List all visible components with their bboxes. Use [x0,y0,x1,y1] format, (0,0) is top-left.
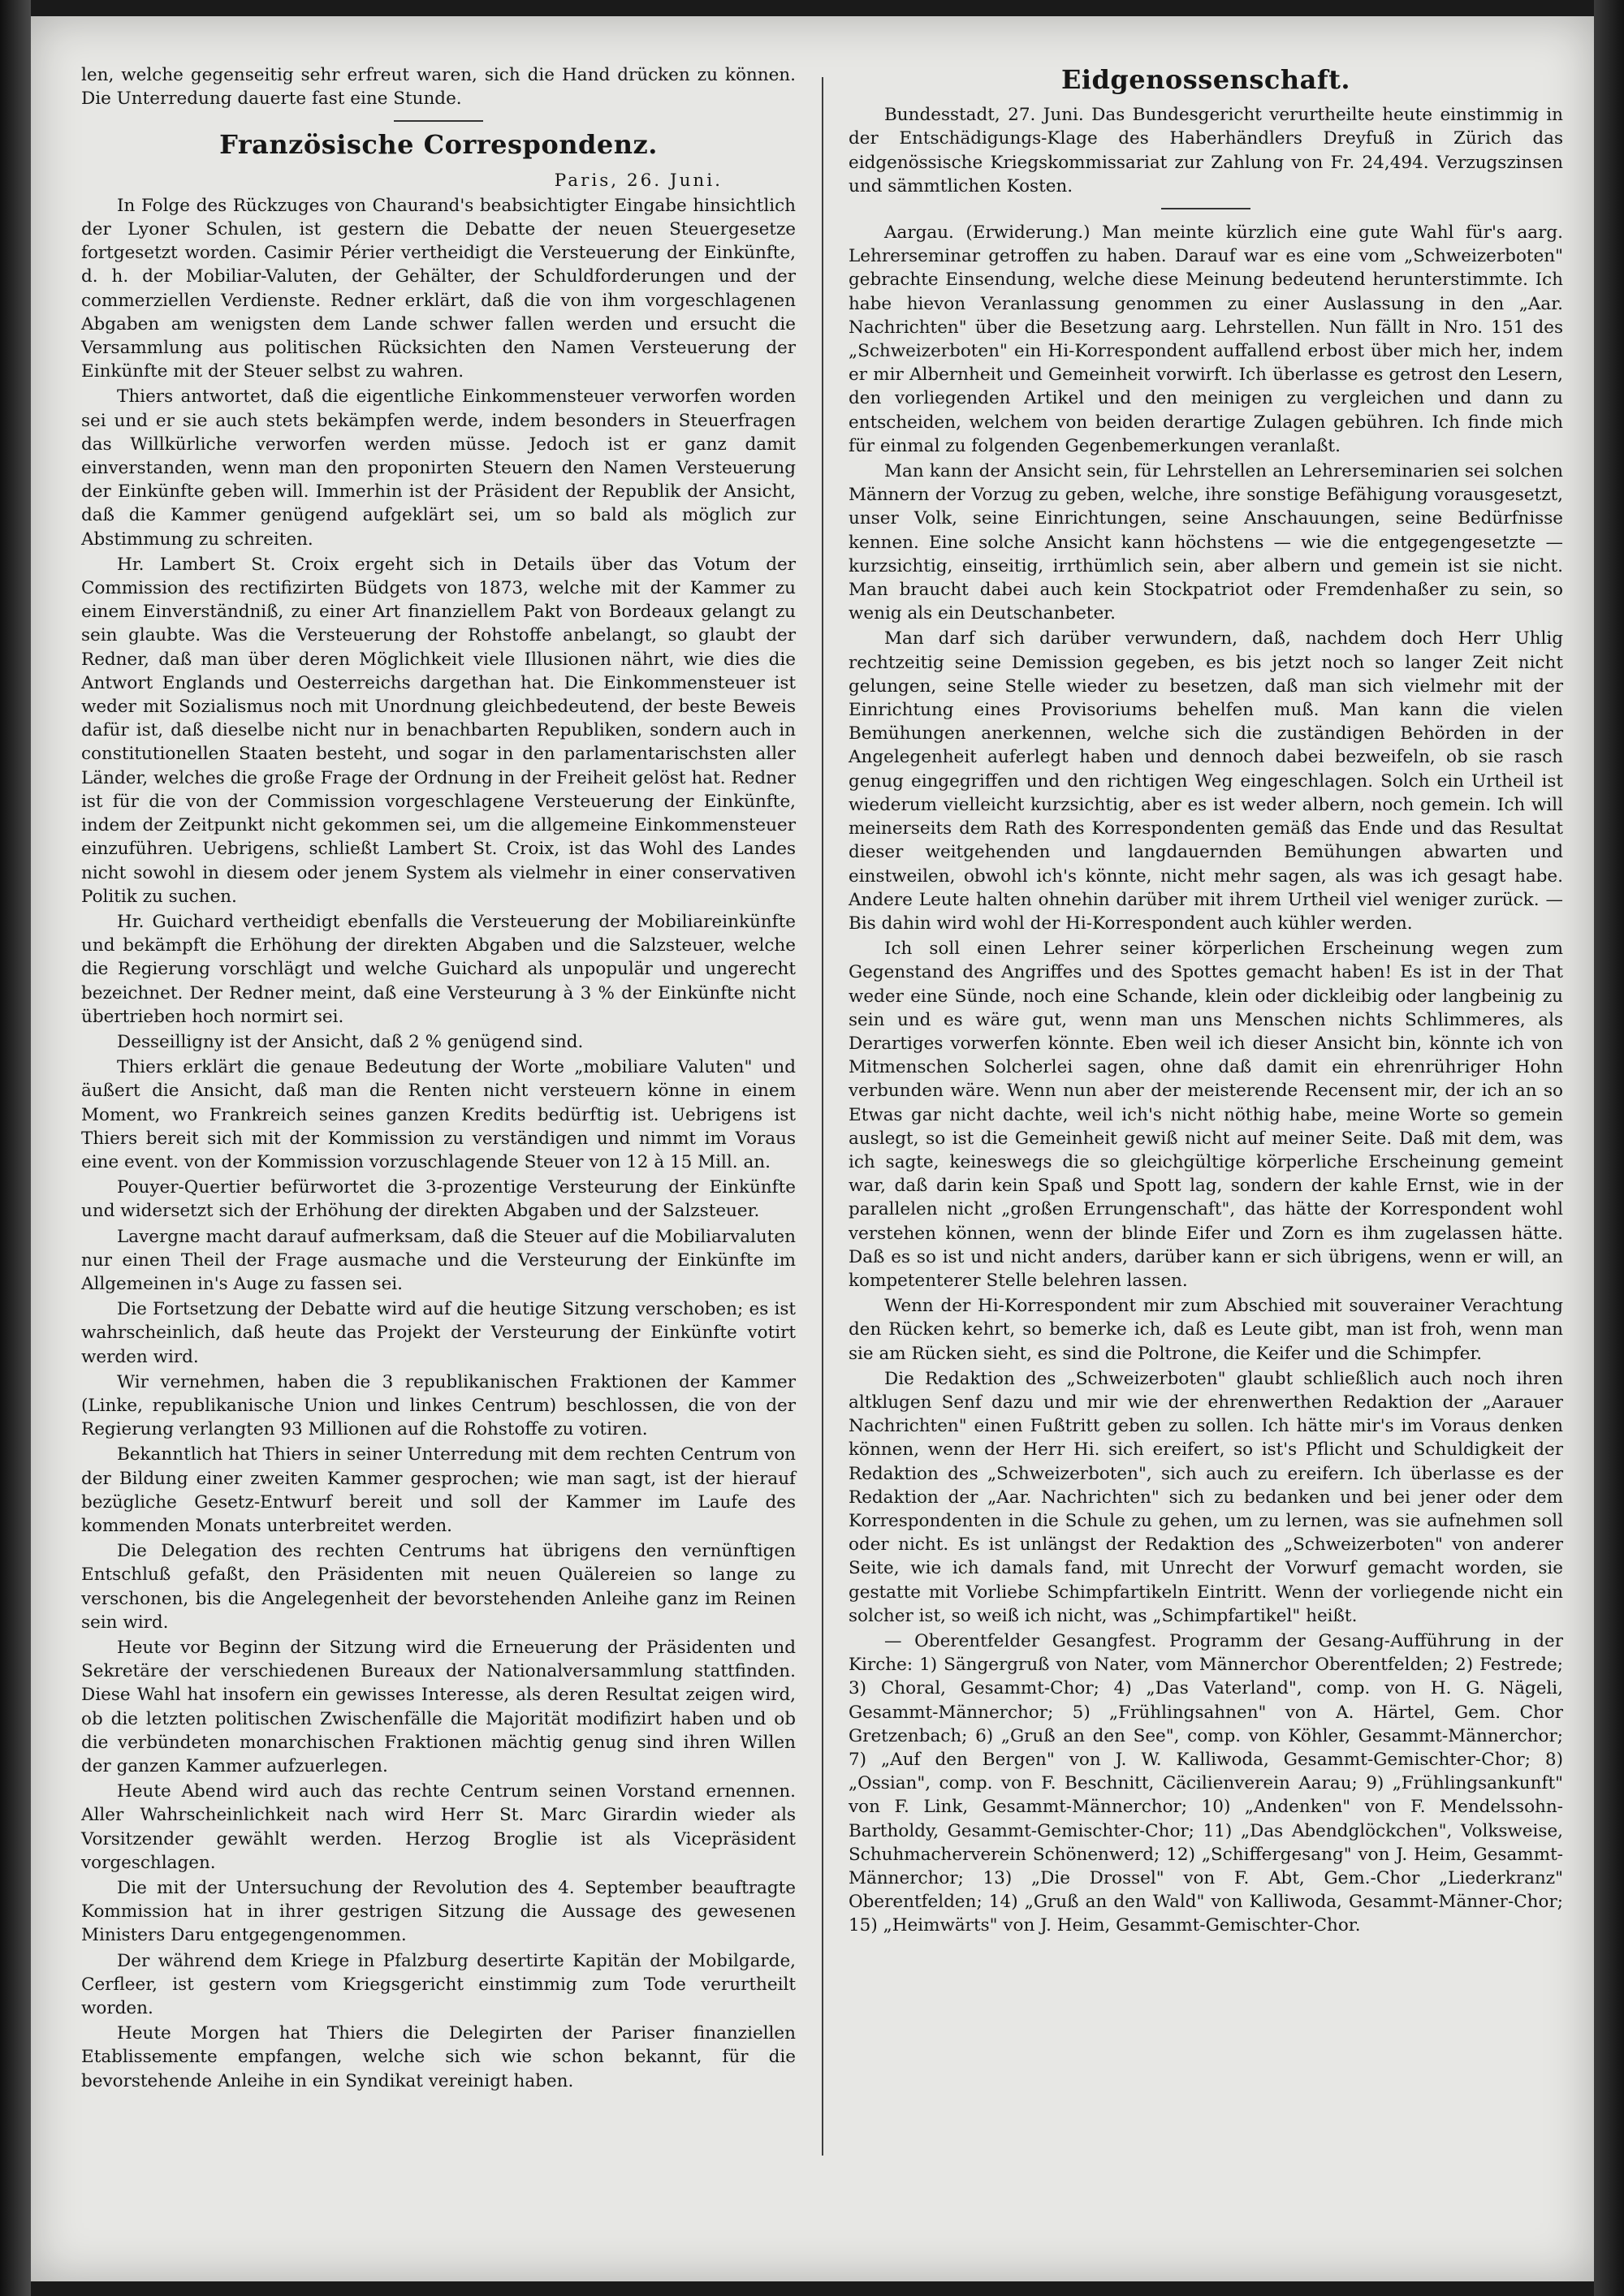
scan-edge-right [1594,0,1624,2296]
article-paragraph: In Folge des Rückzuges von Chaurand's beabsichtigter Eingabe hinsichtlich der Lyoner Schulen, ist gestern die Debatte der neuen Steuergesetze fortgesetzt worden. Casimir Périer vertheidigt die Versteuerung der Einkünfte, d. h. der Mobiliar-Valuten, der Gehälter, der Schuldforderungen und der commerziellen Verdienste. Redner erklärt, daß die von ihm vorgeschlagenen Abgaben am wenigsten dem Lande schwer fallen werden und ersucht die Versammlung aus politischen Rücksichten den Namen Versteuerung der Einkünfte mit der Steuer selbst zu wahren. [81,195,796,382]
left-column [81,63,796,2095]
article-paragraph: Wir vernehmen, haben die 3 republikanischen Fraktionen der Kammer (Linke, republikanische Union und linkes Centrum) beschlossen, die von der Regierung verlangten 93 Millionen auf die Rohstoffe zu votiren. [81,1371,796,1440]
article-paragraph: Aargau. (Erwiderung.) Man meinte kürzlich eine gute Wahl für's aarg. Lehrerseminar getroffen zu haben. Darauf war es eine vom „Schweizerboten" gebrachte Einsendung, welche diese Meinung bedeutend herunterstimmte. Ich habe hievon Veranlassung genommen zu einer Auslassung in den „Aar. Nachrichten" über die Besetzung aarg. Lehrstellen. Nun fällt in Nro. 151 des „Schweizerboten" ein Hi-Korrespondent auffallend erbost über mich her, indem er mir Albernheit und Gemeinheit vorwirft. Ich überlasse es getrost den Lesern, den vorliegenden Artikel und den meinigen zu vergleichen und dann zu entscheiden, welchem von beiden derartige Zulagen gebühren. Ich finde mich für einmal zu folgenden Gegenbemerkungen veranlaßt. [849,222,1563,456]
article-paragraph: Lavergne macht darauf aufmerksam, daß die Steuer auf die Mobiliarvaluten nur einen Theil der Frage ausmache und die Versteurung der Einkünfte im Allgemeinen in's Auge zu fassen sei. [81,1226,796,1294]
article-paragraph: Man darf sich darüber verwundern, daß, nachdem doch Herr Uhlig rechtzeitig seine Demission gegeben, es bis jetzt noch so langer Zeit nicht gelungen, seine Stelle wieder zu besetzen, daß man sich vielmehr mit der Einrichtung eines Provisoriums behelfen muß. Man kann die vielen Bemühungen anerkennen, welche sich die zuständigen Behörden in der Angelegenheit auferlegt haben und dennoch dabei bezweifeln, ob sie rasch genug eingegriffen und den richtigen Weg eingeschlagen. Solch ein Urtheil ist wiederum vielleicht kurzsichtig, aber es ist weder albern, noch gemein. Ich will meinerseits dem Rath des Korrespondenten gemäß das Ende und das Resultat dieser weitgehenden und langdauernden Bemühungen abwarten und einstweilen, obwohl ich's könnte, nicht mehr sagen, als was ich gesagt habe. Andere Leute halten ohnehin darüber mit ihrem Urtheil viel weniger zurück. — Bis dahin wird wohl der Hi-Korrespondent auch kühler werden. [849,628,1563,934]
article-paragraph: Thiers antwortet, daß die eigentliche Einkommensteuer verworfen worden sei und er sie auch stets bekämpfen werde, indem besonders in Steuerfragen das Willkürliche verworfen werden müsse. Jedoch ist er ganz damit einverstanden, wenn man den proponirten Steuern den Namen Versteuerung der Einkünfte geben will. Immerhin ist der Präsident der Republik der Ansicht, daß die Kammer genügend aufgeklärt sei, um so bald als möglich zur Abstimmung zu schreiten. [81,386,796,550]
article-paragraph: Thiers erklärt die genaue Bedeutung der Worte „mobiliare Valuten" und äußert die Ansicht, daß man die Renten nicht versteuern könne in einem Moment, wo Frankreich seines ganzen Kredits bedürftig ist. Uebrigens ist Thiers bereit sich mit der Kommission zu verständigen und nimmt im Voraus eine event. von der Kommission vorzuschlagende Steuer von 12 à 15 Mill. an. [81,1057,796,1172]
right-column [849,63,1563,1940]
article-paragraph: Heute Abend wird auch das rechte Centrum seinen Vorstand ernennen. Aller Wahrscheinlichkeit nach wird Herr St. Marc Girardin wieder als Vorsitzender gewählt werden. Herzog Broglie ist als Vicepräsident vorgeschlagen. [81,1781,796,1873]
article-paragraph: Die Fortsetzung der Debatte wird auf die heutige Sitzung verschoben; es ist wahrscheinlich, daß heute das Projekt der Versteurung der Einkünfte votirt werden wird. [81,1299,796,1367]
continuation-text: len, welche gegenseitig sehr erfreut waren, sich die Hand drücken zu können. Die Unterredung dauerte fast eine Stunde. [81,65,796,110]
article-paragraph: Pouyer-Quertier befürwortet die 3-prozentige Versteurung der Einkünfte und widersetzt sich der Erhöhung der direkten Abgaben und der Salzsteuer. [81,1177,796,1222]
article-paragraph: Die mit der Untersuchung der Revolution des 4. September beauftragte Kommission hat in ihrer gestrigen Sitzung die Aussage des gewesenen Ministers Daru entgegengenommen. [81,1878,796,1946]
article-body-french [81,194,796,2093]
dateline-paris: Paris, 26. Juni. [554,170,723,191]
section-rule [1161,208,1250,209]
column-divider [822,77,823,2156]
article-paragraph: Heute Morgen hat Thiers die Delegirten der Pariser finanziellen Etablissemente empfangen, welche sich wie schon bekannt, für die bevorstehende Anleihe in ein Syndikat vereinigt haben. [81,2023,796,2091]
article-paragraph: Die Delegation des rechten Centrums hat übrigens den vernünftigen Entschluß gefaßt, den Präsidenten mit neuen Quälereien so lange zu verschonen, bis die Angelegenheit der bevorstehenden Anleihe ganz im Reinen sein wird. [81,1541,796,1633]
article-paragraph: — Oberentfelder Gesangfest. Programm der Gesang-Aufführung in der Kirche: 1) Sängergruß von Nater, vom Männerchor Oberentfelden; 2) Festrede; 3) Choral, Gesammt-Chor; 4) „Das Vaterland", comp. von H. G. Nägeli, Gesammt-Männerchor; 5) „Frühlingsahnen" von A. Härtel, Gem. Chor Gretzenbach; 6) „Gruß an den See", comp. von Köhler, Gesammt-Männerchor; 7) „Auf den Bergen" von J. W. Kalliwoda, Gesammt-Gemischter-Chor; 8) „Ossian", comp. von F. Beschnitt, Cäcilienverein Aarau; 9) „Frühlingsankunft" von F. Link, Gesammt-Männerchor; 10) „Andenken" von F. Mendelssohn-Bartholdy, Gesammt-Gemischter-Chor; 11) „Das Abendglöckchen", Volksweise, Schuhmacherverein Schönenwerd; 12) „Schiffergesang" von J. Heim, Gesammt-Männerchor; 13) „Die Drossel" von F. Abt, Gem.-Chor „Liederkranz" Oberentfelden; 14) „Gruß an den Wald" von Kalliwoda, Gesammt-Männer-Chor; 15) „Heimwärts" von J. Heim, Gesammt-Gemischter-Chor. [849,1631,1563,1936]
article-paragraph: Ich soll einen Lehrer seiner körperlichen Erscheinung wegen zum Gegenstand des Angriffes und des Spottes gemacht haben! Es ist in der That weder eine Sünde, noch eine Schande, klein oder dickleibig oder langbeinig zu sein und es wäre gut, wenn man uns Menschen nichts Schlimmeres, als Derartiges vorwerfen könnte. Eben weil ich dieser Ansicht bin, könnte ich von Mitmenschen Solcherlei sagen, ohne daß damit ein ehrenrühriger Hohn verbunden wäre. Wenn nun aber der meisterende Recensent mir, der ich an so Etwas gar nicht dachte, weil ich's nicht nöthig habe, meine Worte so gemein auslegt, so ist die Gemeinheit gewiß nicht auf meiner Seite. Daß mit dem, was ich sagte, keineswegs die so gleichgültige körperliche Erscheinung gemeint war, daß darin kein Spaß und Spott lag, sondern der kahle Ernst, wie in der parallelen nicht „großen Errungenschaft", das hätte der Korrespondent wohl verstehen können, wenn der blinde Eifer und Zorn es ihm zugelassen hätte. Daß es so ist und nicht anders, darüber kann er sich übrigens, wenn er will, an kompetenterer Stelle belehren lassen. [849,939,1563,1291]
article-paragraph: Wenn der Hi-Korrespondent mir zum Abschied mit souverainer Verachtung den Rücken kehrt, so bemerke ich, daß es Leute gibt, man ist froh, wenn man sie am Rücken sieht, es sind die Poltrone, die Keifer und die Schimpfer. [849,1296,1563,1364]
article-paragraph: Desseilligny ist der Ansicht, daß 2 % genügend sind. [117,1031,584,1052]
section-title-eidgenossenschaft: Eidgenossenschaft. [1060,64,1351,95]
article-paragraph: Man kann der Ansicht sein, für Lehrstellen an Lehrerseminarien sei solchen Männern der Vorzug zu geben, welche, ihre sonstige Befähigung vorausgesetzt, unser Volk, seine Einrichtungen, seine Anschauungen, seine Bedürfnisse kennen. Eine solche Ansicht kann höchstens — wie die entgegengesetzte — kurzsichtig, einseitig, irrthümlich sein, aber albern und gemein ist sie nicht. Man braucht dabei auch kein Stockpatriot oder Fremdenhaßer zu sein, so wenig als ein Deutschanbeter. [849,461,1563,624]
section-title-french-correspondence: Französische Correspondenz. [219,129,658,161]
article-paragraph: Die Redaktion des „Schweizerboten" glaubt schließlich auch noch ihren altklugen Senf dazu und mir wie der ehrenwerthen Redaktion der „Aarauer Nachrichten" einen Fußtritt geben zu sollen. Ich hätte mir's im Voraus denken können, wenn der Herr Hi. sich ereifert, so ist's Pflicht und Schuldigkeit der Redaktion des „Schweizerboten", sich auch zu ereifern. Ich überlasse es der Redaktion der „Aar. Nachrichten" sich zu bedanken und bei jener oder dem Korrespondenten in die Schule zu gehen, um zu lernen, was sie aufnehmen soll oder nicht. Es ist unlängst der Redaktion des „Schweizerboten" von anderer Seite, wie ich damals fand, mit Unrecht der Vorwurf gemacht worden, sie gestatte mit Vorliebe Schimpfartikeln Eintritt. Wenn der vorliegende nicht ein solcher ist, so weiß ich nicht, was „Schimpfartikel" heißt. [849,1368,1563,1626]
article-body-bundesstadt [849,103,1563,198]
article-paragraph: Bekanntlich hat Thiers in seiner Unterredung mit dem rechten Centrum von der Bildung einer zweiten Kammer gesprochen; wie man sagt, ist der hierauf bezügliche Gesetz-Entwurf bereit und soll der Kammer im Laufe des kommenden Monats unterbreitet werden. [81,1444,796,1536]
article-paragraph: Hr. Guichard vertheidigt ebenfalls die Versteuerung der Mobiliareinkünfte und bekämpft die Erhöhung der direkten Abgaben und die Salzsteuer, welche die Regierung vorschlägt und welche Guichard als unpopulär und ungerecht bezeichnet. Der Redner meint, daß eine Versteurung à 3 % der Einkünfte nicht übertrieben hoch normirt sei. [81,911,796,1027]
section-rule [394,120,483,122]
article-paragraph: Hr. Lambert St. Croix ergeht sich in Details über das Votum der Commission des rectifizirten Büdgets von 1873, welche mit der Kammer zu einem Einverständniß, zu einer Art finanziellem Pakt von Bordeaux gelangt zu sein glaubte. Was die Versteuerung der Rohstoffe anbelangt, so glaubt der Redner, daß man über deren Möglichkeit viele Illusionen nährt, wie dies die Antwort Englands und Oesterreichs dargethan hat. Die Einkommensteuer ist weder mit Sozialismus noch mit Unordnung gleichbedeutend, der beste Beweis dafür ist, daß dieselbe nicht nur in benachbarten Republiken, sondern auch in constitutionellen Staaten besteht, und sogar in den parlamentarischsten aller Länder, welches die große Frage der Ordnung in der Freiheit gelöst hat. Redner ist für die von der Commission vorgeschlagene Versteuerung der Einkünfte, indem der Zeitpunkt nicht gekommen sei, um die allgemeine Einkommensteuer einzuführen. Uebrigens, schließt Lambert St. Croix, ist das Wohl des Landes nicht sowohl in diesem oder jenem System als vielmehr in einer conservativen Politik zu suchen. [81,554,796,907]
article-paragraph: Heute vor Beginn der Sitzung wird die Erneuerung der Präsidenten und Sekretäre der verschiedenen Bureaux der Nationalversammlung stattfinden. Diese Wahl hat insofern ein gewisses Interesse, als deren Resultat zeigen wird, ob die letzten politischen Zwischenfälle die Majorität modifizirt haben und ob die verbündeten monarchischen Fraktionen mächtig genug sind ihren Willen der ganzen Kammer aufzuerlegen. [81,1638,796,1777]
article-paragraph: Bundesstadt, 27. Juni. Das Bundesgericht verurtheilte heute einstimmig in der Entschädigungs-Klage des Haberhändlers Dreyfuß in Zürich das eidgenössische Kriegskommissariat zur Zahlung von Fr. 24,494. Verzugszinsen und sämmtlichen Kosten. [849,105,1563,196]
binding-edge-left [0,0,31,2296]
article-body-aargau [849,221,1563,1938]
article-paragraph: Der während dem Kriege in Pfalzburg desertirte Kapitän der Mobilgarde, Cerfleer, ist gestern vom Kriegsgericht einstimmig zum Tode verurtheilt worden. [81,1950,796,2019]
